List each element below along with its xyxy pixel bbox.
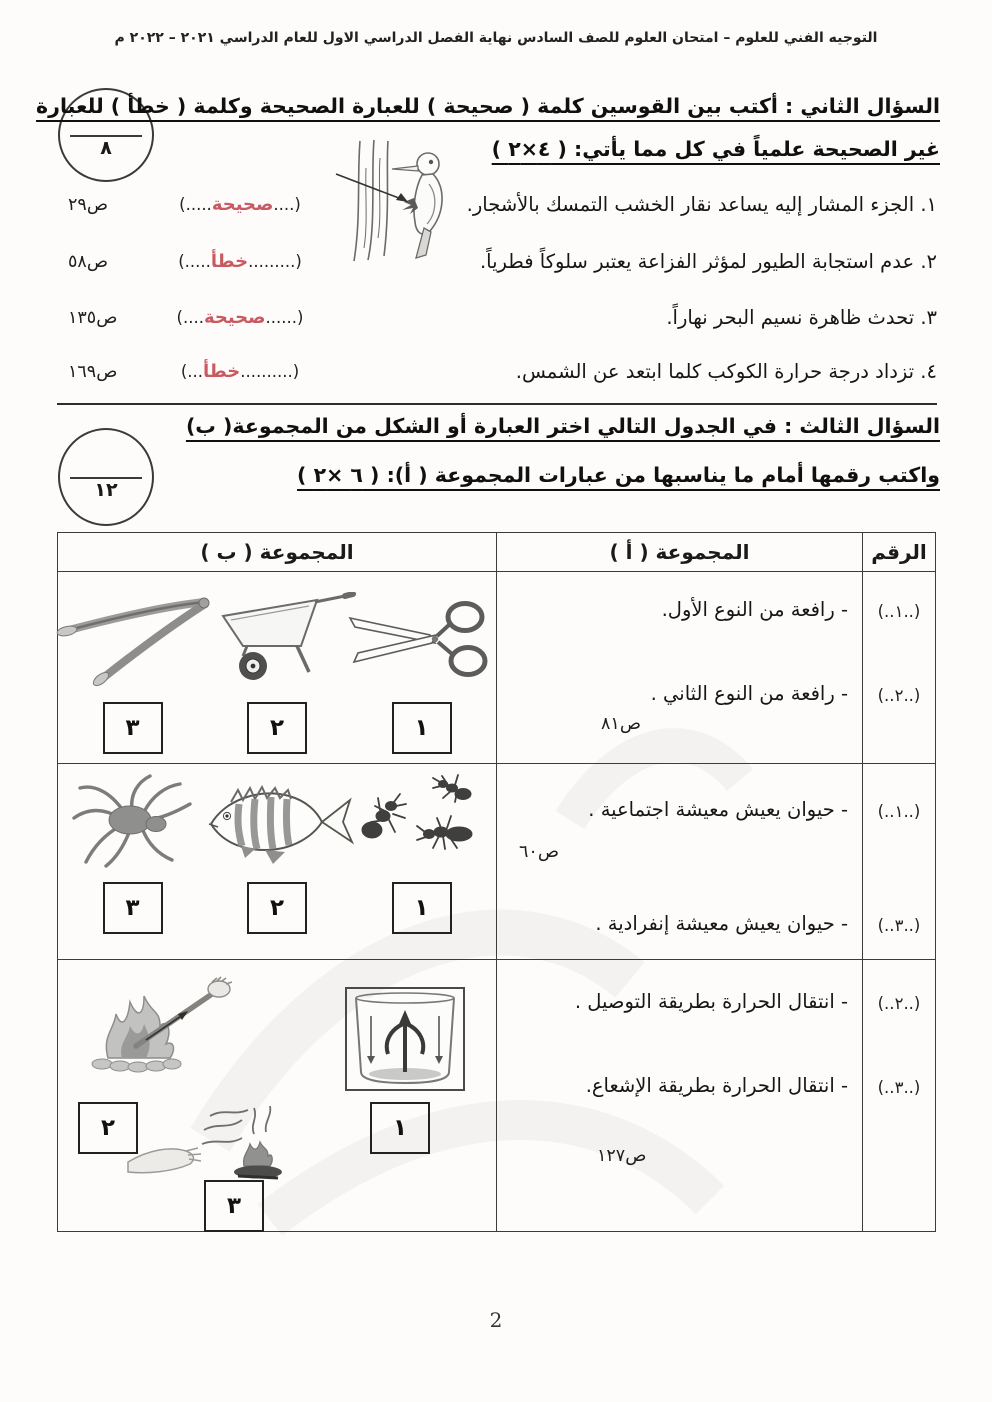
answer-number-blank: (..٣..) [877, 916, 921, 935]
group-b-option [63, 774, 203, 934]
q2-item-1 [58, 193, 937, 216]
answer-blank [150, 194, 330, 215]
answer-number-blank: (..١..) [877, 802, 921, 821]
statement: ٢. عدم استجابة الطيور لمؤثر الفزاعة يعتبر سلوكاً فطرياً. [479, 250, 937, 273]
answer-blank [150, 361, 330, 382]
statement: ٤. تزداد درجة حرارة الكوكب كلما ابتعد عن الشمس. [515, 360, 937, 383]
number-box: ٢ [247, 702, 307, 754]
page-ref: ص١٣٥ [68, 307, 118, 328]
number-box: ١ [392, 702, 452, 754]
page-ref: ص١٦٩ [68, 361, 118, 382]
statement: ٣. تحدث ظاهرة نسيم البحر نهاراً. [666, 306, 937, 329]
answer-dots: ....) [273, 195, 301, 214]
answer-dots: (... [180, 362, 203, 381]
answer-number-blank: (..١..) [877, 602, 921, 621]
answer-number-blank: (..٢..) [877, 686, 921, 705]
answer-number-blank: (..٢..) [877, 994, 921, 1013]
answer-dots: ......) [265, 308, 304, 327]
ants-icon [347, 772, 497, 872]
col-header-group-a: المجموعة ( أ ) [497, 533, 863, 572]
group-a-statement: - حيوان يعيش معيشة اجتماعية . [588, 798, 848, 821]
number-box: ١ [392, 882, 452, 934]
page-ref: ص٦٠ [519, 842, 559, 862]
group-a-statement: - انتقال الحرارة بطريقة الإشعاع. [585, 1074, 848, 1097]
q3-score-circle [58, 428, 154, 526]
number-box: ٣ [103, 702, 163, 754]
page-number: 2 [489, 1308, 503, 1332]
number-box: ١ [370, 1102, 430, 1154]
answer-dots: (..... [178, 252, 211, 271]
group-b-option [352, 594, 492, 754]
answer-word: خطأ [210, 251, 249, 272]
answer-word: خطأ [203, 361, 241, 382]
q2-item-2 [58, 250, 937, 273]
group-b-option [207, 594, 347, 754]
q2-item-3 [58, 306, 937, 329]
matching-table [57, 532, 936, 1232]
page-ref: ص١٢٧ [597, 1146, 647, 1166]
number-box: ٢ [78, 1102, 138, 1154]
group-a-statement: - انتقال الحرارة بطريقة التوصيل . [574, 990, 848, 1013]
q2-title-line2: غير الصحيحة علمياً في كل مما يأتي: ( ٤×٢ ) [491, 137, 940, 161]
group-a-statement: - حيوان يعيش معيشة إنفرادية . [595, 912, 848, 935]
table-header-row [58, 533, 936, 572]
answer-number-blank: (..٣..) [877, 1078, 921, 1097]
wheelbarrow-icon [197, 592, 357, 692]
answer-blank [150, 307, 330, 328]
page-ref: ص٨١ [601, 714, 641, 734]
answer-blank [150, 251, 330, 272]
group-a-statement: - رافعة من النوع الأول. [661, 598, 848, 621]
campfire-stick-icon [80, 974, 255, 1089]
answer-dots: (.... [176, 308, 204, 327]
q3-score-value: ١٢ [94, 478, 118, 501]
q2-title-line1: السؤال الثاني : أكتب بين القوسين كلمة ( صحيحة ) للعبارة الصحيحة وكلمة ( خطأ ) للعبارة [36, 94, 940, 118]
number-box: ٣ [204, 1180, 264, 1232]
group-b-option [352, 774, 492, 934]
statement: ١. الجزء المشار إليه يساعد نقار الخشب التمسك بالأشجار. [466, 193, 937, 216]
scissors-icon [342, 592, 502, 692]
q3-title-line2: واكتب رقمها أمام ما يناسبها من عبارات المجموعة ( أ): ( ٦ ×٢ ) [297, 463, 940, 487]
group-b-option [63, 594, 203, 754]
group-a-statement: - رافعة من النوع الثاني . [650, 682, 848, 705]
beaker-convection-icon [344, 986, 466, 1092]
page-ref: ص٥٨ [68, 251, 108, 272]
col-header-number: الرقم [863, 533, 936, 572]
table-row-heat [58, 960, 936, 1232]
page-ref: ص٢٩ [68, 194, 108, 215]
q3-title-line1: السؤال الثالث : في الجدول التالي اختر العبارة أو الشكل من المجموعة( ب) [185, 414, 940, 438]
group-b-option [207, 774, 347, 934]
table-row-levers [58, 572, 936, 764]
table-row-animals [58, 764, 936, 960]
fish-icon [195, 772, 360, 872]
answer-dots: ..........) [240, 362, 300, 381]
q2-item-4 [58, 360, 937, 383]
section-divider [57, 403, 937, 405]
answer-word: صحيحة [211, 194, 274, 215]
tongs-icon [53, 592, 213, 692]
q2-score-value: ٨ [100, 136, 112, 159]
answer-word: صحيحة [203, 307, 266, 328]
number-box: ٢ [247, 882, 307, 934]
answer-dots: .........) [248, 252, 302, 271]
answer-dots: (..... [179, 195, 212, 214]
hand-radiation-icon [126, 1106, 301, 1191]
number-box: ٣ [103, 882, 163, 934]
page-header: التوجيه الفني للعلوم – امتحان العلوم للصف السادس نهاية الفصل الدراسي الاول للعام الدراسي ٢٠٢١ – ٢٠٢٢ م [114, 30, 878, 46]
col-header-group-b: المجموعة ( ب ) [58, 533, 497, 572]
spider-icon [68, 772, 198, 872]
